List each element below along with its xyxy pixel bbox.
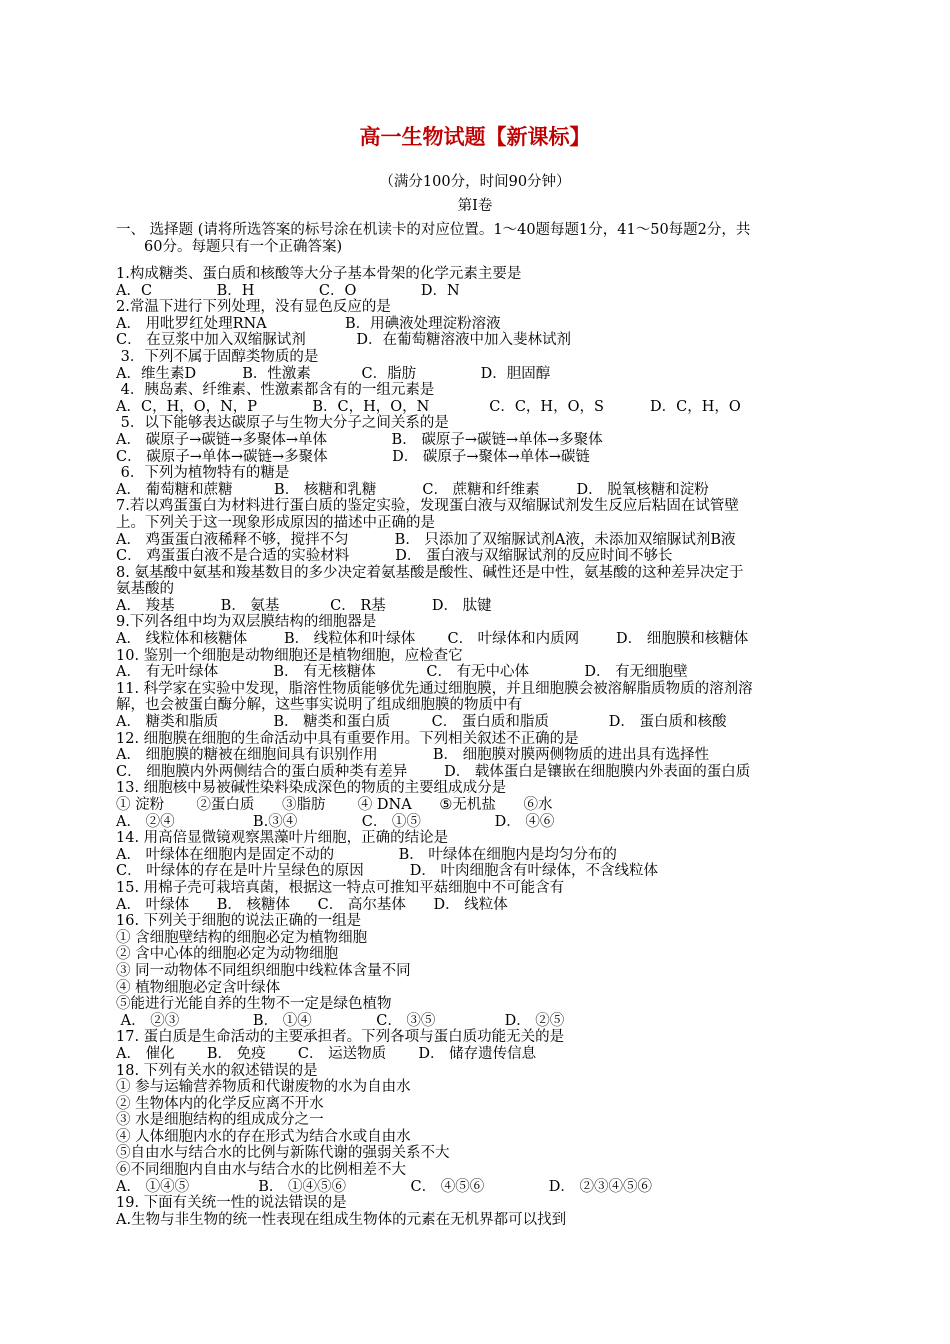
section-instructions xyxy=(116,222,842,255)
question-line: ② 生物体内的化学反应离不开水 xyxy=(116,1095,324,1112)
question-line: 16. 下列关于细胞的说法正确的一组是 xyxy=(116,913,362,930)
question-line: ② 含中心体的细胞必定为动物细胞 xyxy=(116,946,339,963)
question-line: 6．下列为植物特有的糖是 xyxy=(116,465,290,482)
question-line: A． 细胞膜的糖被在细胞间具有识别作用 B． 细胞膜对膜两侧物质的进出具有选择性 xyxy=(116,747,710,764)
question-line: A． 糖类和脂质 B． 糖类和蛋白质 C． 蛋白质和脂质 D． 蛋白质和核酸 xyxy=(116,714,727,731)
question-line: 1.构成糖类、蛋白质和核酸等大分子基本骨架的化学元素主要是 xyxy=(116,266,522,282)
question-line: 14. 用高倍显微镜观察黑藻叶片细胞，正确的结论是 xyxy=(116,830,449,847)
question-line: ⑤自由水与结合水的比例与新陈代谢的强弱关系不大 xyxy=(116,1145,450,1162)
question-line: ⑤能进行光能自养的生物不一定是绿色植物 xyxy=(116,996,392,1013)
question-line: A． 碳原子→碳链→多聚体→单体 B． 碳原子→碳链→单体→多聚体 xyxy=(116,431,603,448)
question-line: A．C B．H C．O D．N xyxy=(116,282,460,299)
question-line: A． 叶绿体 B． 核糖体 C． 高尔基体 D． 线粒体 xyxy=(116,896,508,913)
section-instructions-line-1: 一、 选择题 (请将所选答案的标号涂在机读卡的对应位置。1～40题每题1分，41～50每题2分，共 xyxy=(116,222,751,238)
question-line: 18. 下列有关水的叙述错误的是 xyxy=(116,1062,318,1079)
question-line: 11. 科学家在实验中发现，脂溶性物质能够优先通过细胞膜，并且细胞膜会被溶解脂质物质的溶剂溶 xyxy=(116,680,753,697)
question-line: 解，也会被蛋白酶分解，这些事实说明了组成细胞膜的物质中有 xyxy=(116,697,522,714)
question-line: 上。下列关于这一现象形成原因的描述中正确的是 xyxy=(116,514,435,531)
question-line: C． 碳原子→单体→碳链→多聚体 D． 碳原子→聚体→单体→碳链 xyxy=(116,448,590,465)
question-line: A． 葡萄糖和蔗糖 B． 核糖和乳糖 C． 蔗糖和纤维素 D． 脱氧核糖和淀粉 xyxy=(116,481,709,498)
question-line: A.生物与非生物的统一性表现在组成生物体的元素在无机界都可以找到 xyxy=(116,1211,567,1228)
question-line: 19. 下面有关统一性的说法错误的是 xyxy=(116,1195,347,1212)
question-line: 4．胰岛素、纤维素、性激素都含有的一组元素是 xyxy=(116,382,435,399)
exam-info: （满分100分，时间90分钟） xyxy=(379,174,571,190)
questions-body xyxy=(116,266,842,1228)
question-line: 13. 细胞核中易被碱性染料染成深色的物质的主要组成成分是 xyxy=(116,780,507,797)
question-line: ① 含细胞壁结构的细胞必定为植物细胞 xyxy=(116,929,368,946)
question-line: A． 催化 B． 免疫 C． 运送物质 D． 储存遗传信息 xyxy=(116,1045,537,1062)
question-line: A． ①④⑤ B． ①④⑤⑥ C． ④⑤⑥ D． ②③④⑤⑥ xyxy=(116,1178,652,1195)
question-line: C． 叶绿体的存在是叶片呈绿色的原因 D． 叶肉细胞含有叶绿体，不含线粒体 xyxy=(116,863,659,880)
question-line: 5．以下能够表达碳原子与生物大分子之间关系的是 xyxy=(116,415,449,432)
question-line: ③ 同一动物体不同组织细胞中线粒体含量不同 xyxy=(116,962,411,979)
question-line: A． ②④ B.③④ C． ①⑤ D． ④⑥ xyxy=(116,813,555,830)
question-line: ① 淀粉 ②蛋白质 ③脂肪 ④ DNA ⑤无机盐 ⑥水 xyxy=(116,797,553,813)
question-line: 氨基酸的 xyxy=(116,581,174,598)
question-line: C． 在豆浆中加入双缩脲试剂 D．在葡萄糖溶液中加入斐林试剂 xyxy=(116,332,572,349)
question-line: 3．下列不属于固醇类物质的是 xyxy=(116,348,319,365)
question-line: 10. 鉴别一个细胞是动物细胞还是植物细胞，应检查它 xyxy=(116,647,463,664)
question-line: 2.常温下进行下列处理，没有显色反应的是 xyxy=(116,299,391,316)
question-line: ① 参与运输营养物质和代谢废物的水为自由水 xyxy=(116,1079,411,1096)
question-line: A． ②③ B． ①④ C． ③⑤ D． ②⑤ xyxy=(116,1012,565,1029)
part-heading: 第Ⅰ卷 xyxy=(457,198,493,214)
question-line: 12. 细胞膜在细胞的生命活动中具有重要作用。下列相关叙述不正确的是 xyxy=(116,730,579,747)
question-line: A．C，H，O，N，P B．C，H，O，N C．C，H，O，S D．C，H，O xyxy=(116,398,741,415)
page-title: 高一生物试题【新课标】 xyxy=(359,125,591,149)
question-line: A． 鸡蛋蛋白液稀释不够，搅拌不匀 B． 只添加了双缩脲试剂A液，未添加双缩脲试剂B液 xyxy=(116,531,736,548)
question-line: C． 鸡蛋蛋白液不是合适的实验材料 D． 蛋白液与双缩脲试剂的反应时间不够长 xyxy=(116,548,673,565)
question-line: 7.若以鸡蛋蛋白为材料进行蛋白质的鉴定实验，发现蛋白液与双缩脲试剂发生反应后粘固在试管壁 xyxy=(116,498,739,515)
question-line: 17. 蛋白质是生命活动的主要承担者。下列各项与蛋白质功能无关的是 xyxy=(116,1029,565,1046)
section-instructions-line-2: 60分。每题只有一个正确答案) xyxy=(144,238,343,255)
question-line: A． 有无叶绿体 B． 有无核糖体 C． 有无中心体 D． 有无细胞壁 xyxy=(116,664,688,681)
question-line: A． 用吡罗红处理RNA B．用碘液处理淀粉溶液 xyxy=(116,315,501,332)
question-line: ④ 植物细胞必定含叶绿体 xyxy=(116,979,281,996)
question-line: A． 羧基 B． 氨基 C． R基 D． 肽键 xyxy=(116,597,492,614)
question-line: ⑥不同细胞内自由水与结合水的比例相差不大 xyxy=(116,1162,406,1179)
question-line: A． 线粒体和核糖体 B． 线粒体和叶绿体 C． 叶绿体和内质网 D． 细胞膜和核糖体 xyxy=(116,631,749,648)
question-line: 8. 氨基酸中氨基和羧基数目的多少决定着氨基酸是酸性、碱性还是中性，氨基酸的这种差异决定于 xyxy=(116,564,744,581)
question-line: ④ 人体细胞内水的存在形式为结合水或自由水 xyxy=(116,1128,411,1145)
question-line: 15. 用棉子壳可栽培真菌，根据这一特点可推知平菇细胞中不可能含有 xyxy=(116,879,565,896)
question-line: A．维生素D B．性激素 C．脂肪 D．胆固醇 xyxy=(116,365,551,382)
question-line: A． 叶绿体在细胞内是固定不动的 B． 叶绿体在细胞内是均匀分布的 xyxy=(116,846,617,863)
question-line: 9.下列各组中均为双层膜结构的细胞器是 xyxy=(116,614,377,631)
question-line: ③ 水是细胞结构的组成成分之一 xyxy=(116,1112,324,1129)
question-line: C． 细胞膜内外两侧结合的蛋白质种类有差异 D． 载体蛋白是镶嵌在细胞膜内外表面的蛋白质 xyxy=(116,763,751,780)
